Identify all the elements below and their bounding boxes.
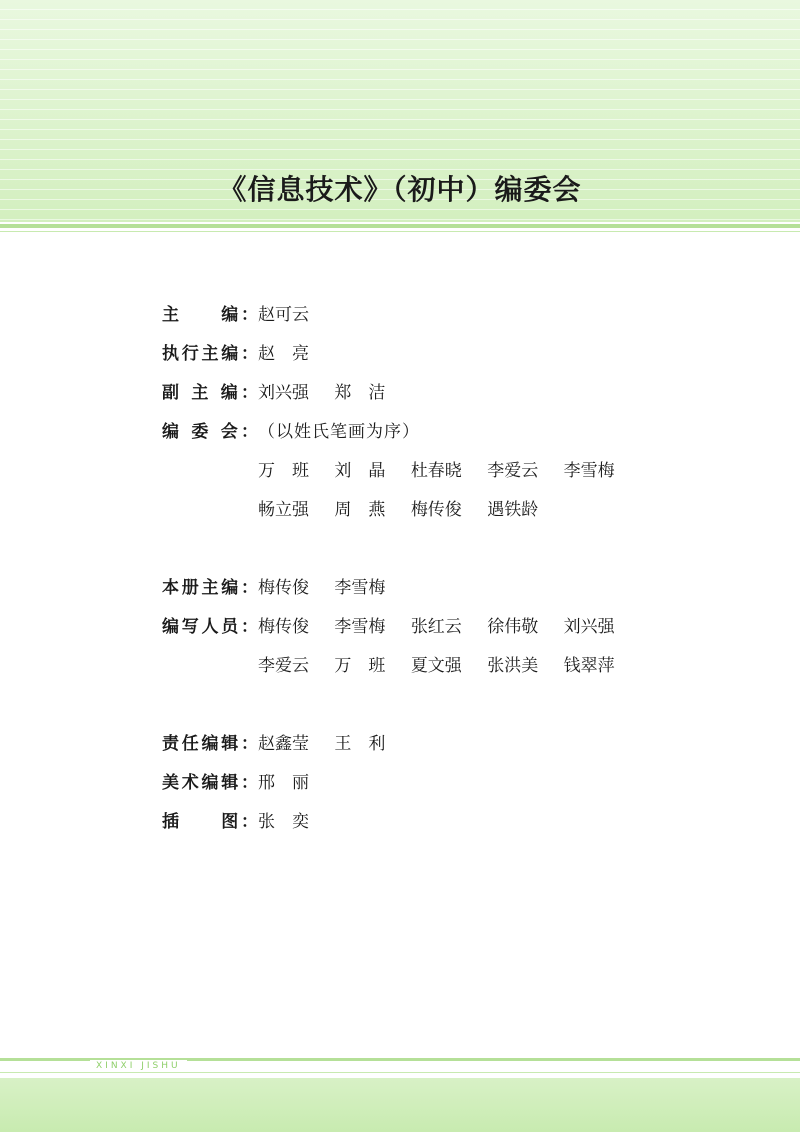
person-name: 赵鑫莹 (258, 734, 309, 754)
person-name: 夏文强 (410, 656, 462, 676)
person-name: 梅传俊 (410, 500, 462, 520)
credit-row-deputy-chief-editor (162, 374, 635, 413)
credit-names (258, 647, 635, 686)
credit-label: 插 图： (162, 812, 258, 832)
credit-row-committee (162, 413, 635, 452)
section-spacer (162, 686, 635, 725)
person-name: 万 班 (258, 461, 309, 481)
person-name: 李雪梅 (334, 617, 386, 637)
person-name: 张红云 (410, 617, 462, 637)
person-name: 王 利 (334, 734, 386, 754)
credit-names (258, 374, 405, 413)
person-name: 徐伟敬 (487, 617, 539, 637)
credit-row-writers (162, 608, 635, 647)
credit-names (258, 335, 329, 374)
header-rule-thin (0, 231, 800, 232)
footer-label: XINXI JISHU (90, 1060, 187, 1072)
person-name: 赵可云 (258, 305, 309, 325)
writers-names-row (162, 647, 635, 686)
credit-label: 责任编辑： (162, 734, 258, 754)
credit-row-volume-chief-editor (162, 569, 635, 608)
person-name: 梅传俊 (258, 617, 309, 637)
credit-label: 美术编辑： (162, 773, 258, 793)
credit-names (258, 491, 558, 530)
page-title: 《信息技术》（初中）编委会 (218, 173, 582, 206)
credit-row-art-editor (162, 764, 635, 803)
person-name: 张 奕 (258, 812, 309, 832)
committee-names-row (162, 491, 635, 530)
credit-label: 执行主编： (162, 344, 258, 364)
credit-names (258, 296, 329, 335)
credit-names (258, 569, 405, 608)
person-name: 梅传俊 (258, 578, 309, 598)
credit-label: 本册主编： (162, 578, 258, 598)
header-rule (0, 224, 800, 228)
credits-block (162, 296, 635, 842)
footer-rule-thin (0, 1072, 800, 1073)
person-name: 赵 亮 (258, 344, 309, 364)
credit-row-chief-editor (162, 296, 635, 335)
credit-names (258, 452, 635, 491)
person-name: 遇铁龄 (487, 500, 539, 520)
person-name: 畅立强 (258, 500, 309, 520)
person-name: 郑 洁 (334, 383, 386, 403)
person-name: 邢 丽 (258, 773, 309, 793)
credit-names (258, 803, 329, 842)
credit-label: 编写人员： (162, 617, 258, 637)
credit-label: 编 委 会： (162, 422, 258, 442)
person-name: 李雪梅 (563, 461, 615, 481)
person-name: 刘兴强 (563, 617, 615, 637)
person-name: 刘兴强 (258, 383, 309, 403)
footer-band (0, 1078, 800, 1132)
person-name: 李爱云 (258, 656, 309, 676)
person-name: 李雪梅 (334, 578, 386, 598)
person-name: 杜春晓 (410, 461, 462, 481)
credit-names (258, 608, 635, 647)
credit-label: 副 主 编： (162, 383, 258, 403)
credit-label: 主 编： (162, 305, 258, 325)
credit-names (258, 725, 405, 764)
credit-row-executive-chief-editor (162, 335, 635, 374)
person-name: 万 班 (334, 656, 386, 676)
person-name: 李爱云 (487, 461, 539, 481)
person-name: 周 燕 (334, 500, 386, 520)
person-name: 刘 晶 (334, 461, 386, 481)
committee-names-row (162, 452, 635, 491)
section-spacer (162, 530, 635, 569)
person-name: 张洪美 (487, 656, 539, 676)
person-name: 钱翠萍 (563, 656, 615, 676)
credit-names (258, 764, 329, 803)
credit-row-responsible-editor (162, 725, 635, 764)
committee-note: （以姓氏笔画为序） (258, 422, 420, 442)
credit-row-illustration (162, 803, 635, 842)
